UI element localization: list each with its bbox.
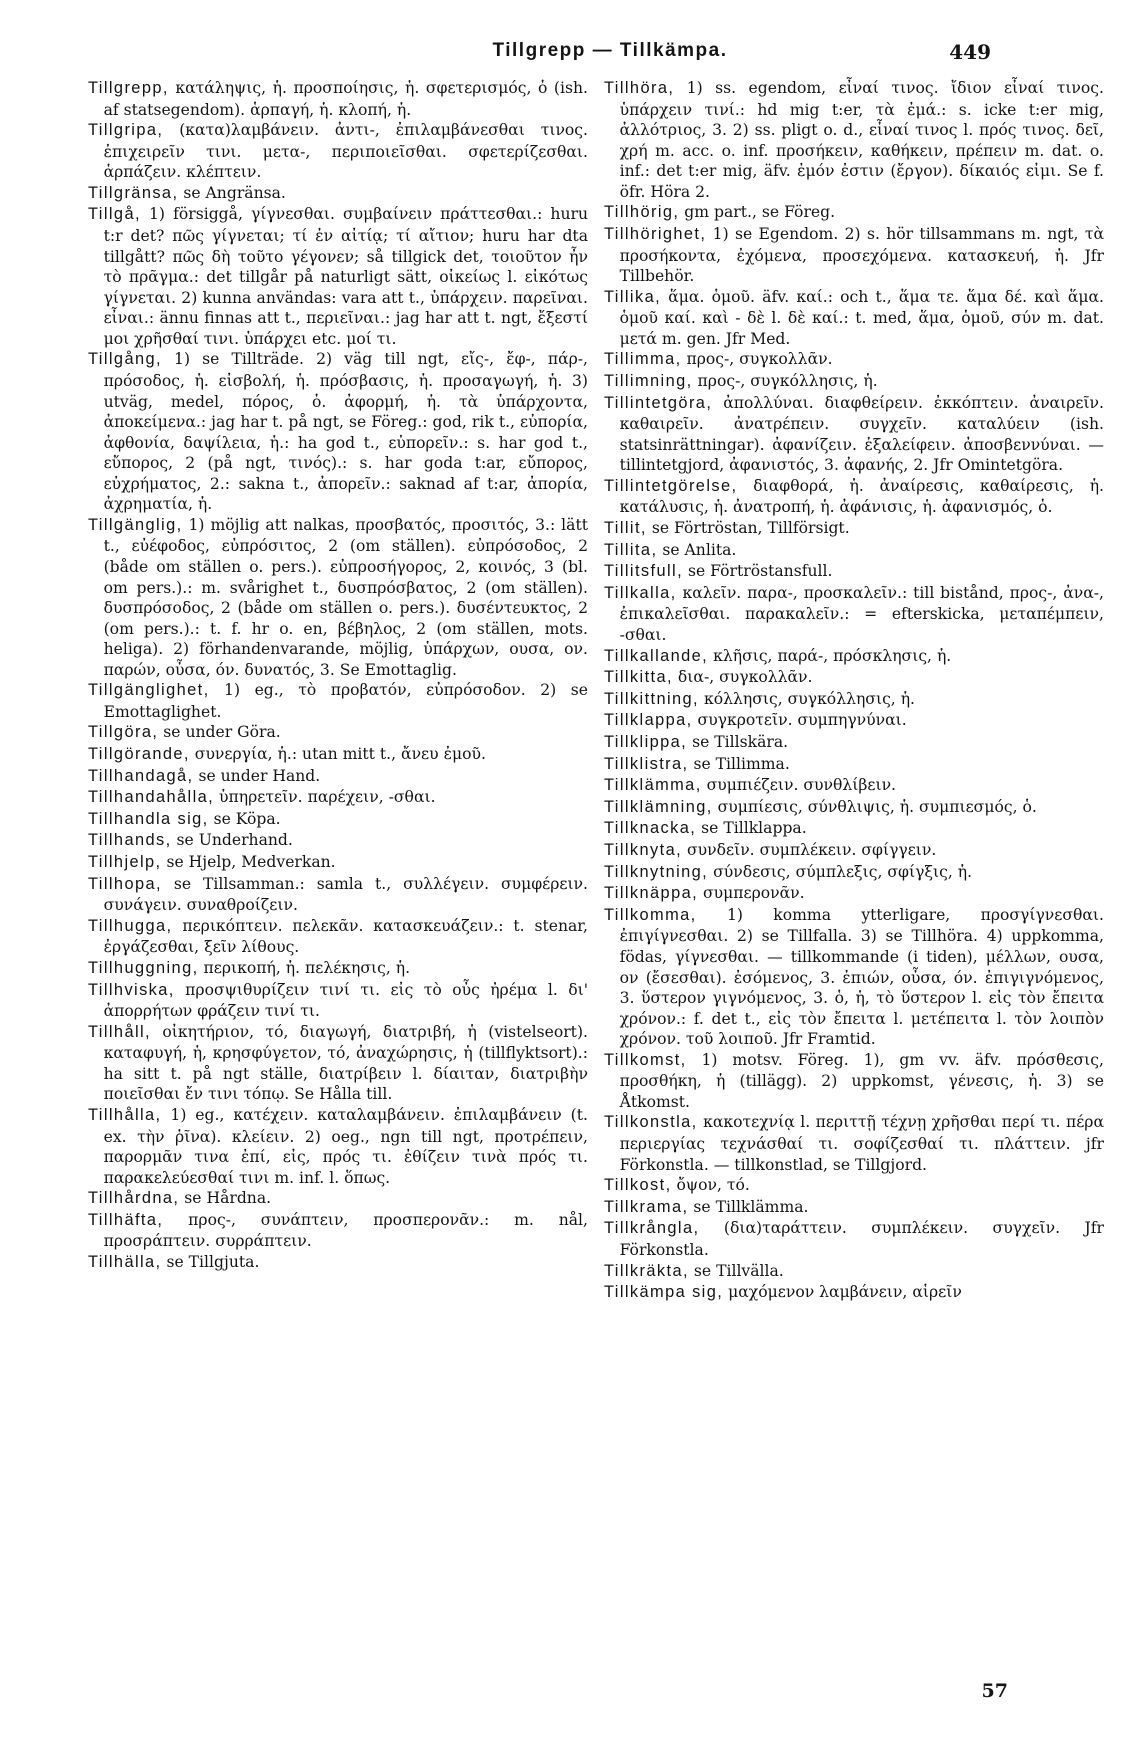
dictionary-entry: [88, 1252, 588, 1274]
entry-headword: Tillintetgörelse,: [604, 476, 738, 495]
dictionary-entry: [604, 667, 1104, 689]
entry-definition: se Hårdna.: [179, 1189, 272, 1208]
running-head: [0, 40, 1136, 70]
dictionary-entry: [604, 732, 1104, 754]
entry-headword: Tillhandla sig,: [88, 809, 209, 828]
entry-headword: Tillklämma,: [604, 776, 702, 795]
entry-definition: gm part., se Föreg.: [679, 203, 836, 222]
dictionary-entry: [604, 287, 1104, 350]
dictionary-entry: [88, 916, 588, 958]
entry-definition: ἅμα. ὁμοῦ. äfv. καί.: och t., ἅμα τε. ἅμα δέ. καὶ ἅμα. ὁμοῦ καί. καὶ - δὲ l. δὲ καί.: t. med, ἅμα, ὁμοῦ, σύν m. dat. μετά m. gen. Jfr Med.: [619, 287, 1104, 348]
dictionary-entry: [88, 809, 588, 831]
entry-definition: 1) eg., κατέχειν. καταλαμβάνειν. ἐπιλαμβάνειν (t. ex. τὴν ῥῖνα). κλείειν. 2) oeg., ngn till ngt, προτρέπειν, παρορμᾶν τινα ἐπί, εἰς, πρός τι. ἐθίζειν τινὰ πρός τι. παρακελεύεσθαί τινι m. inf. l. ὅπως.: [103, 1105, 588, 1187]
entry-definition: se under Hand.: [193, 766, 321, 785]
dictionary-entry: [604, 349, 1104, 371]
dictionary-entry: [88, 958, 588, 980]
dictionary-entry: [88, 680, 588, 722]
entry-headword: Tillklappa,: [604, 711, 693, 730]
entry-headword: Tillitsfull,: [604, 562, 684, 581]
entry-definition: συνδεῖν. συμπλέκειν. σφίγγειν.: [682, 841, 937, 859]
entry-headword: Tillika,: [604, 287, 662, 306]
dictionary-entry: [88, 1210, 588, 1252]
dictionary-entry: [604, 646, 1104, 668]
entry-definition: δια-, συγκολλᾶν.: [672, 668, 813, 687]
entry-headword: Tillgrepp,: [88, 79, 169, 97]
dictionary-entry: [604, 202, 1104, 224]
dictionary-entry: [88, 787, 588, 809]
entry-definition: se Förtröstan, Tillförsigt.: [646, 518, 850, 537]
entry-headword: Tillkonstla,: [604, 1113, 698, 1132]
entry-headword: Tillkräkta,: [604, 1261, 689, 1280]
entry-definition: κακοτεχνίᾳ l. περιττῇ τέχνῃ χρῆσθαι περί τι. πέρα περιεργίας τεχνάσθαί τι. σοφίζεσθαί τι. πλάττειν. jfr Förkonstla. — tillkonstlad, se Tillgjord.: [619, 1113, 1104, 1174]
entry-headword: Tillkrångla,: [604, 1219, 700, 1238]
entry-headword: Tillkittning,: [604, 689, 700, 708]
dictionary-entry: [604, 561, 1104, 583]
dictionary-entry: [604, 775, 1104, 797]
dictionary-entry: [88, 1022, 588, 1105]
entry-headword: Tillhuggning,: [88, 958, 199, 977]
entry-definition: se Tillklappa.: [696, 819, 807, 838]
entry-headword: Tillimma,: [604, 350, 682, 369]
entry-headword: Tillhands,: [88, 831, 172, 850]
dictionary-entry: [604, 883, 1104, 905]
entry-headword: Tillhårdna,: [88, 1189, 180, 1208]
entry-definition: se Underhand.: [171, 831, 293, 850]
entry-definition: κόλλησις, συγκόλλησις, ἡ.: [699, 689, 916, 708]
entry-definition: se Tillsamman.: samla t., συλλέγειν. συμφέρειν. συνάγειν. συναθροίζειν.: [103, 874, 588, 915]
entry-definition: se Tillskära.: [687, 732, 789, 751]
entry-definition: συμπιέζειν. συνθλίβειν.: [701, 776, 896, 795]
entry-headword: Tillgå,: [88, 205, 141, 224]
dictionary-entry: [88, 204, 588, 349]
entry-headword: Tillgöra,: [88, 723, 159, 742]
entry-headword: Tillknytning,: [604, 862, 709, 881]
dictionary-entry: [604, 1175, 1104, 1197]
entry-definition: περικόπτειν. πελεκᾶν. κατασκευάζειν.: t. stenar, ἐργάζεσθαι, ξεῖν λίθους.: [103, 916, 588, 957]
left-column: [88, 78, 588, 1274]
entry-definition: συγκροτεῖν. συμπηγνύναι.: [692, 711, 907, 730]
entry-definition: 1) försiggå, γίγνεσθαι. συμβαίνειν πράττεσθαι.: huru t:r det? πῶς γίγνεται; τί ἐν αἰτίᾳ; τί αἴτιον; huru har dta tillgått? πῶς δὴ τοῦτο γέγονεν; så tillgick det, τοιοῦτον ἦν τὸ πρᾶγμα.: det tillgår på naturligt sätt, οἰκείως l. εἰκότως γίγνεται. 2) kunna användas: vara att t., ὑπάρχειν. παρεῖναι. εἶναι.: ännu finnas att t., περιεῖναι.: jag har att t. ngt, ἔξεστί μοι χρῆσθαί τινι. ὑπάρχει etc. μοί τι.: [103, 205, 588, 348]
entry-headword: Tillhåll,: [88, 1022, 151, 1041]
dictionary-entry: [604, 754, 1104, 776]
dictionary-entry: [88, 120, 588, 183]
entry-headword: Tillklistra,: [604, 754, 689, 773]
entry-definition: μαχόμενον λαμβάνειν, αἱρεῖν: [723, 1283, 962, 1302]
entry-definition: συνεργία, ἡ.: utan mitt t., ἄνευ ἐμοῦ.: [189, 745, 486, 763]
dictionary-entry: [604, 1282, 1104, 1304]
entry-headword: Tillhörig,: [604, 203, 680, 222]
dictionary-entry: [88, 722, 588, 744]
entry-headword: Tillgänglighet,: [88, 681, 210, 700]
dictionary-entry: [88, 766, 588, 788]
entry-headword: Tillkämpa sig,: [604, 1283, 724, 1302]
signature-mark: 57: [981, 1680, 1008, 1702]
entry-headword: Tillklippa,: [604, 732, 688, 751]
dictionary-entry: [604, 78, 1104, 202]
dictionary-entry: [88, 744, 588, 766]
entry-headword: Tillgripa,: [88, 121, 164, 140]
entry-headword: Tillklämning,: [604, 797, 713, 816]
entry-headword: Tillkalla,: [604, 583, 677, 602]
entry-definition: διαφθορά, ἡ. ἀναίρεσις, καθαίρεσις, ἡ. κατάλυσις, ἡ. ἀνατροπή, ἡ. ἀφάνισις, ἡ. ἀφανισμός, ὁ.: [619, 476, 1104, 517]
dictionary-entry: [604, 862, 1104, 884]
entry-definition: se Angränsa.: [178, 183, 286, 202]
entry-headword: Tillhandahålla,: [88, 788, 215, 807]
dictionary-entry: [604, 689, 1104, 711]
dictionary-entry: [604, 710, 1104, 732]
dictionary-entry: [604, 905, 1104, 1050]
entry-headword: Tillhörighet,: [604, 224, 707, 243]
entry-headword: Tillhopa,: [88, 874, 162, 893]
dictionary-entry: [604, 583, 1104, 646]
entry-headword: Tillhjelp,: [88, 853, 162, 872]
dictionary-entry: [88, 830, 588, 852]
dictionary-entry: [604, 1197, 1104, 1219]
entry-headword: Tillhandagå,: [88, 766, 194, 785]
entry-headword: Tillhäfta,: [88, 1210, 164, 1229]
entry-definition: ὄψον, τό.: [671, 1176, 750, 1195]
dictionary-entry: [88, 349, 588, 514]
entry-definition: se Hjelp, Medverkan.: [161, 853, 336, 872]
entry-definition: 1) möjlig att nalkas, προσβατός, προσιτός, 3.: lätt t., εὐέφοδος, εὐπρόσιτος, 2 (om ställen). εὐπρόσοδος, 2 (både om ställen o. pers.). εὐπροσήγορος, 2, κοινός, 3 (bl. om pers.).: m. svårighet t., δυσπρόσβατος, 2 (om ställen). δυσπρόσοδος, 2 (både om ställen o. pers.). δυσέντευκτος, 2 (om pers.).: t. f. hr o. en, βέβηλος, 2 (om ställen, mots. heliga). 2) förhandenvarande, möjlig, ὑπάρχων, ουσα, ον. παρών, οὖσα, όν. δυνατός, 3. Se Emottaglig.: [103, 515, 588, 679]
dictionary-entry: [604, 224, 1104, 287]
dictionary-entry: [88, 78, 588, 120]
entry-definition: (δια)ταράττειν. συμπλέκειν. συγχεῖν. Jfr Förkonstla.: [619, 1219, 1104, 1259]
entry-headword: Tillkomst,: [604, 1050, 687, 1069]
entry-definition: κατάληψις, ἡ. προσποίησις, ἡ. σφετερισμός, ὁ (ish. af statsegendom). ἁρπαγή, ἡ. κλοπή, ἡ.: [103, 79, 588, 119]
running-title: Tillgrepp — Tillkämpa.: [492, 40, 728, 61]
entry-definition: συμπίεσις, σύνθλιψις, ἡ. συμπιεσμός, ὁ.: [712, 797, 1037, 816]
entry-definition: 1) komma ytterligare, προσγίγνεσθαι. ἐπιγίγνεσθαι. 2) se Tillfalla. 3) se Tillhöra. 4) uppkomma, födas, γίγνεσθαι. — tillkommande (i tiden), μέλλων, ουσα, ον (ἔσεσθαι). ἐσόμενος, 3. ἐπιών, οὖσα, όν. ἐπιγιγνόμενος, 3. ὕστερον γιγνόμενος, 3. ὁ, ἡ, τὸ ὕστερον l. εἰς τὸν ἔπειτα χρόνον.: f. det t., εἰς τὸν ἔπειτα l. μετέπειτα l. τὸν λοιπὸν χρόνον. τοῦ λοιποῦ. Jfr Framtid.: [619, 905, 1104, 1049]
dictionary-entry: [604, 818, 1104, 840]
dictionary-entry: [604, 518, 1104, 540]
dictionary-entry: [88, 183, 588, 205]
entry-headword: Tillkitta,: [604, 668, 673, 687]
entry-headword: Tillkrama,: [604, 1197, 689, 1216]
entry-definition: se Tillimma.: [688, 754, 790, 773]
entry-headword: Tillgång,: [88, 350, 162, 369]
entry-headword: Tillkallande,: [604, 646, 709, 665]
entry-headword: Tillgänglig,: [88, 515, 183, 534]
entry-headword: Tillgörande,: [88, 745, 190, 763]
entry-headword: Tillita,: [604, 540, 658, 559]
entry-definition: σύνδεσις, σύμπλεξις, σφίγξις, ἡ.: [708, 862, 973, 881]
entry-definition: se Förtröstansfull.: [683, 562, 833, 581]
dictionary-entry: [604, 1218, 1104, 1260]
entry-headword: Tillhöra,: [604, 79, 675, 97]
dictionary-entry: [604, 1050, 1104, 1113]
entry-definition: 1) motsv. Föreg. 1), gm vv. äfv. πρόσθεσις, προσθήκη, ἡ (tillägg). 2) uppkomst, γένεσις, ἡ. 3) se Åtkomst.: [619, 1050, 1104, 1111]
entry-headword: Tillknyta,: [604, 841, 683, 859]
entry-headword: Tillintetgöra,: [604, 393, 713, 412]
entry-headword: Tillgränsa,: [88, 183, 179, 202]
dictionary-entry: [604, 371, 1104, 393]
entry-headword: Tillknacka,: [604, 819, 697, 838]
dictionary-entry: [604, 1112, 1104, 1175]
entry-definition: se Köpa.: [208, 809, 281, 828]
dictionary-entry: [604, 1261, 1104, 1283]
entry-definition: 1) se Egendom. 2) s. hör tillsammans m. ngt, τὰ προσήκοντα, ἐχόμενα, προσεχόμενα. κατασκευή, ἡ. Jfr Tillbehör.: [619, 224, 1104, 286]
entry-definition: ὑπηρετεῖν. παρέχειν, -σθαι.: [214, 788, 436, 807]
entry-definition: προσψιθυρίζειν τινί τι. εἰς τὸ οὖς ἠρέμα l. δι' ἀπορρήτων φράζειν τινί τι.: [103, 980, 588, 1021]
entry-headword: Tillknäppa,: [604, 884, 699, 903]
entry-definition: οἰκητήριον, τό, διαγωγή, διατριβή, ἡ (vistelseort). καταφυγή, ἡ, κρησφύγετον, τό, ἀναχώρησις, ἡ (tillflyktsort).: ha sitt t. på ngt ställe, διατρίβειν l. δίαιταν, διατριβὴν ποιεῖσθαι ἔν τινι τόπῳ. Se Hålla till.: [103, 1022, 588, 1104]
entry-definition: περικοπή, ἡ. πελέκησις, ἡ.: [198, 958, 411, 977]
entry-definition: 1) eg., τὸ προβατόν, εὐπρόσοδον. 2) se Emottaglighet.: [103, 681, 588, 721]
dictionary-entry: [88, 874, 588, 916]
dictionary-entry: [604, 476, 1104, 518]
entry-definition: προς-, συγκολλᾶν.: [681, 350, 833, 369]
entry-headword: Tillkost,: [604, 1176, 672, 1195]
right-column: [604, 78, 1104, 1304]
dictionary-entry: [604, 840, 1104, 862]
entry-definition: (κατα)λαμβάνειν. ἀντι-, ἐπιλαμβάνεσθαι τινος. ἐπιχειρεῖν τινι. μετα-, περιποιεῖσθαι. σφετερίζεσθαι. ἁρπάζειν. κλέπτειν.: [103, 121, 588, 182]
dictionary-entry: [88, 980, 588, 1022]
entry-headword: Tillhviska,: [88, 980, 175, 999]
dictionary-entry: [88, 852, 588, 874]
dictionary-entry: [88, 1105, 588, 1188]
entry-definition: 1) ss. egendom, εἶναί τινος. ἴδιον εἶναί τινος. ὑπάρχειν τινί.: hd mig t:er, τὰ ἐμά.: s. icke t:er mig, ἀλλότριος, 3. 2) ss. pligt o. d., εἶναί τινος l. πρός τινος. δεῖ, χρή m. acc. o. inf. προσήκειν, καθήκειν, πρέπειν m. dat. o. inf.: det t:er mig, äfv. ἐμόν ἐστιν (ἔργον). δίκαιός εἰμι. Se f. öfr. Höra 2.: [619, 79, 1104, 201]
entry-definition: προς-, συνάπτειν, προσπερονᾶν.: m. nål, προσράπτειν. συρράπτειν.: [103, 1210, 588, 1251]
entry-definition: ἀπολλύναι. διαφθείρειν. ἐκκόπτειν. ἀναιρεῖν. καθαιρεῖν. ἀνατρέπειν. συγχεῖν. καταλύειν (ish. statsinrättningar). ἀφανίζειν. ἐξαλείφειν. ἀποσβεννύναι. — tillintetgjord, ἀφανιστός, 3. ἀφανής, 2. Jfr Omintetgöra.: [619, 393, 1104, 475]
entry-definition: se under Göra.: [158, 723, 281, 742]
entry-definition: se Tillgjuta.: [161, 1253, 260, 1271]
entry-headword: Tillhälla,: [88, 1253, 162, 1271]
page-number: 449: [949, 40, 991, 64]
entry-definition: καλεῖν. παρα-, προσκαλεῖν.: till bistånd, προς-, ἀνα-, ἐπικαλεῖσθαι. παρακαλεῖν.: = efterskicka, μεταπέμπειν, -σθαι.: [619, 583, 1104, 644]
entry-headword: Tillhålla,: [88, 1105, 162, 1124]
dictionary-entry: [88, 1188, 588, 1210]
entry-definition: se Anlita.: [657, 540, 737, 559]
entry-definition: 1) se Tillträde. 2) väg till ngt, εἴς-, ἔφ-, πάρ-, πρόσοδος, ἡ. εἰσβολή, ἡ. πρόσβασις, ἡ. προσαγωγή, ἡ. 3) utväg, medel, πόρος, ὁ. ἀφορμή, ἡ. τὰ ὑπάρχοντα, ἀποκείμενα.: jag har t. på ngt, se Föreg.: god, rik t., εὐπορία, ἀφθονία, δαψίλεια, ἡ.: ha god t., εὐπορεῖν.: s. har god t., εὔπορος, 2 (på ngt, τινός).: s. har goda t:ar, εὔπορος, εὐχρήματος, 2.: sakna t., ἀπορεῖν.: saknad af t:ar, ἀπορία, ἀχρηματία, ἡ.: [103, 350, 588, 514]
entry-definition: se Tillklämma.: [688, 1197, 809, 1216]
entry-headword: Tillkomma,: [604, 905, 697, 924]
entry-definition: προς-, συγκόλλησις, ἡ.: [692, 371, 878, 390]
entry-definition: συμπερονᾶν.: [698, 884, 805, 903]
dictionary-entry: [604, 797, 1104, 819]
dictionary-entry: [604, 393, 1104, 476]
entry-headword: Tillit,: [604, 518, 647, 537]
dictionary-entry: [604, 540, 1104, 562]
entry-headword: Tillhugga,: [88, 916, 173, 935]
entry-definition: se Tillvälla.: [688, 1261, 784, 1280]
entry-headword: Tillimning,: [604, 371, 693, 390]
entry-definition: κλῆσις, παρά-, πρόσκλησις, ἡ.: [708, 646, 952, 665]
dictionary-entry: [88, 515, 588, 680]
